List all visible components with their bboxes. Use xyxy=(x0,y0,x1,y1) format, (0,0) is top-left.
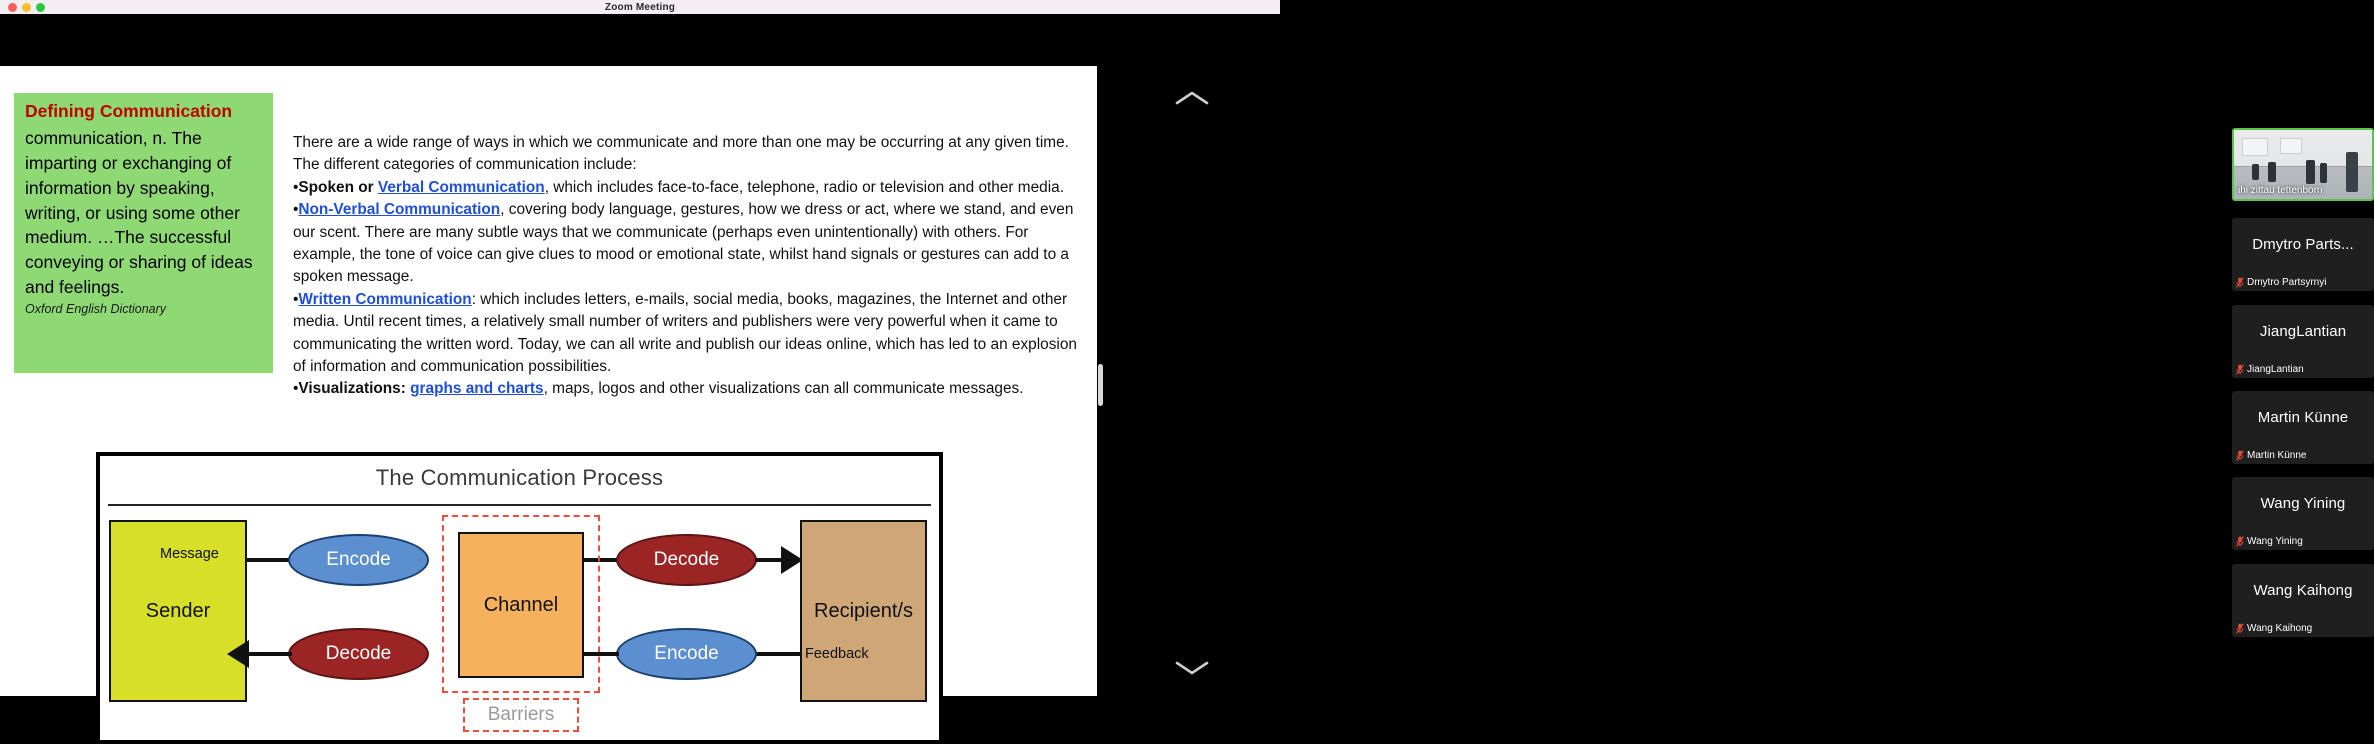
video-person-shape xyxy=(2252,164,2259,180)
connector-line xyxy=(584,652,619,656)
connector-line xyxy=(755,652,801,656)
participant-tile[interactable] xyxy=(2232,305,2374,378)
participant-tile-active[interactable] xyxy=(2232,128,2374,201)
scroll-down-button[interactable] xyxy=(1104,640,1280,696)
arrow-left-icon xyxy=(227,640,249,668)
slide-body-text xyxy=(293,132,1087,401)
diagram-body xyxy=(100,508,939,740)
chevron-up-icon xyxy=(1175,90,1209,106)
microphone-muted-icon xyxy=(2236,450,2244,461)
connector-line xyxy=(247,558,291,562)
bullet-spoken-verbal xyxy=(293,177,1087,199)
diagram-divider xyxy=(108,504,931,506)
video-person-shape xyxy=(2268,162,2276,182)
video-window-shape xyxy=(2242,138,2268,156)
link-non-verbal-communication[interactable]: Non-Verbal Communication xyxy=(298,201,501,219)
microphone-muted-icon xyxy=(2236,623,2244,634)
channel-box: Channel xyxy=(458,532,584,678)
participant-caption xyxy=(2232,621,2374,637)
bullet-rest: : which includes letters, e-mails, social media, books, magazines, the Internet and other media. Until recent times, a relatively small number of writers and publishers were very powerful when it came to communicating the written word. Today, we can all write and publish our ideas online, which has led to an explosion of information and communication possibilities. xyxy=(293,290,1077,376)
bullet-rest: , covering body language, gestures, how we dress or act, where we stand, and even our scent. There are many subtle ways that we communicate (perhaps even unintentionally) with others. For example, the tone of voice can give clues to mood or emotional state, whilst hand signals or gestures can add to a spoken message. xyxy=(293,201,1074,286)
recipient-box: Recipient/s xyxy=(800,520,927,702)
microphone-muted-icon xyxy=(2236,364,2244,375)
link-graphs-and-charts[interactable]: graphs and charts xyxy=(410,380,544,398)
video-person-shape xyxy=(2320,163,2327,183)
bullet-marker: • xyxy=(293,380,299,398)
participant-tile[interactable] xyxy=(2232,477,2374,550)
participant-caption xyxy=(2232,448,2374,464)
participant-tile[interactable] xyxy=(2232,391,2374,464)
encode-node-bottom: Encode xyxy=(616,628,757,680)
participant-caption xyxy=(2232,362,2374,378)
paragraph-intro-1: There are a wide range of ways in which we communicate and more than one may be occurring at any given time. xyxy=(293,134,1069,151)
barriers-label: Barriers xyxy=(463,698,579,732)
participant-name: JiangLantian xyxy=(2247,364,2304,375)
shared-screen[interactable] xyxy=(0,66,1103,725)
meeting-stage xyxy=(0,14,2354,725)
participant-display-name: Wang Kaihong xyxy=(2253,582,2353,599)
connector-line xyxy=(248,652,292,656)
sender-box: Sender xyxy=(109,520,247,702)
communication-process-diagram xyxy=(96,452,943,744)
participant-caption xyxy=(2232,534,2374,550)
video-window-shape xyxy=(2280,138,2302,154)
presentation-slide xyxy=(0,66,1103,725)
paragraph-intro-2: The different categories of communication include: xyxy=(293,156,637,174)
bullet-non-verbal xyxy=(293,199,1087,289)
decode-node-top: Decode xyxy=(616,534,757,586)
diagram-canvas xyxy=(100,456,939,740)
participant-name: Wang Yining xyxy=(2247,536,2303,547)
participant-name: Dmytro Partsyrnyi xyxy=(2247,277,2327,288)
definition-body: communication, n. The imparting or exchanging of information by speaking, writing, or using some other medium. …The successful conveying or sharing of ideas and feelings. xyxy=(25,128,253,298)
link-verbal-communication[interactable]: Verbal Communication xyxy=(377,178,545,196)
participant-display-name: Dmytro Parts... xyxy=(2252,236,2354,253)
definition-source: Oxford English Dictionary xyxy=(25,301,167,316)
participant-name: Martin Künne xyxy=(2247,450,2307,461)
decode-node-bottom: Decode xyxy=(288,628,429,680)
message-label: Message xyxy=(160,546,219,562)
bullet-rest: , maps, logos and other visualizations can all communicate messages. xyxy=(543,380,1024,398)
link-written-communication[interactable]: Written Communication xyxy=(298,290,472,308)
bullet-marker: • xyxy=(293,201,299,219)
bullet-visualizations xyxy=(293,378,1087,400)
bullet-marker: • xyxy=(293,178,299,196)
scroll-up-button[interactable] xyxy=(1104,70,1280,126)
bullet-lead: Visualizations: xyxy=(298,380,411,398)
participant-caption xyxy=(2234,183,2372,199)
diagram-title: The Communication Process xyxy=(375,465,664,490)
chevron-down-icon xyxy=(1175,660,1209,676)
bullet-written xyxy=(293,289,1087,379)
window-titlebar xyxy=(0,0,1280,14)
microphone-muted-icon xyxy=(2236,277,2244,288)
window-title: Zoom Meeting xyxy=(604,1,676,13)
definition-callout xyxy=(14,93,273,373)
microphone-muted-icon xyxy=(2236,536,2244,547)
share-scrollbar-thumb[interactable] xyxy=(1098,364,1103,406)
participant-display-name: Martin Künne xyxy=(2257,409,2349,426)
participant-filmstrip xyxy=(1104,14,2354,696)
participant-name: ihi zittau tettenborn xyxy=(2238,185,2323,196)
encode-node-top: Encode xyxy=(288,534,429,586)
participant-name: Wang Kaihong xyxy=(2247,623,2313,634)
participant-display-name: Wang Yining xyxy=(2260,495,2346,512)
participant-tile[interactable] xyxy=(2232,218,2374,291)
bullet-marker: • xyxy=(293,290,299,308)
bullet-rest: , which includes face-to-face, telephone, radio or television and other media. xyxy=(544,178,1064,196)
participant-tile[interactable] xyxy=(2232,564,2374,637)
participant-caption xyxy=(2232,275,2374,291)
bullet-lead: Spoken or xyxy=(298,178,378,196)
connector-line xyxy=(755,558,783,562)
definition-heading: Defining Communication xyxy=(25,101,233,121)
participant-display-name: JiangLantian xyxy=(2259,323,2347,340)
feedback-label: Feedback xyxy=(805,646,869,662)
video-person-shape xyxy=(2306,160,2315,184)
